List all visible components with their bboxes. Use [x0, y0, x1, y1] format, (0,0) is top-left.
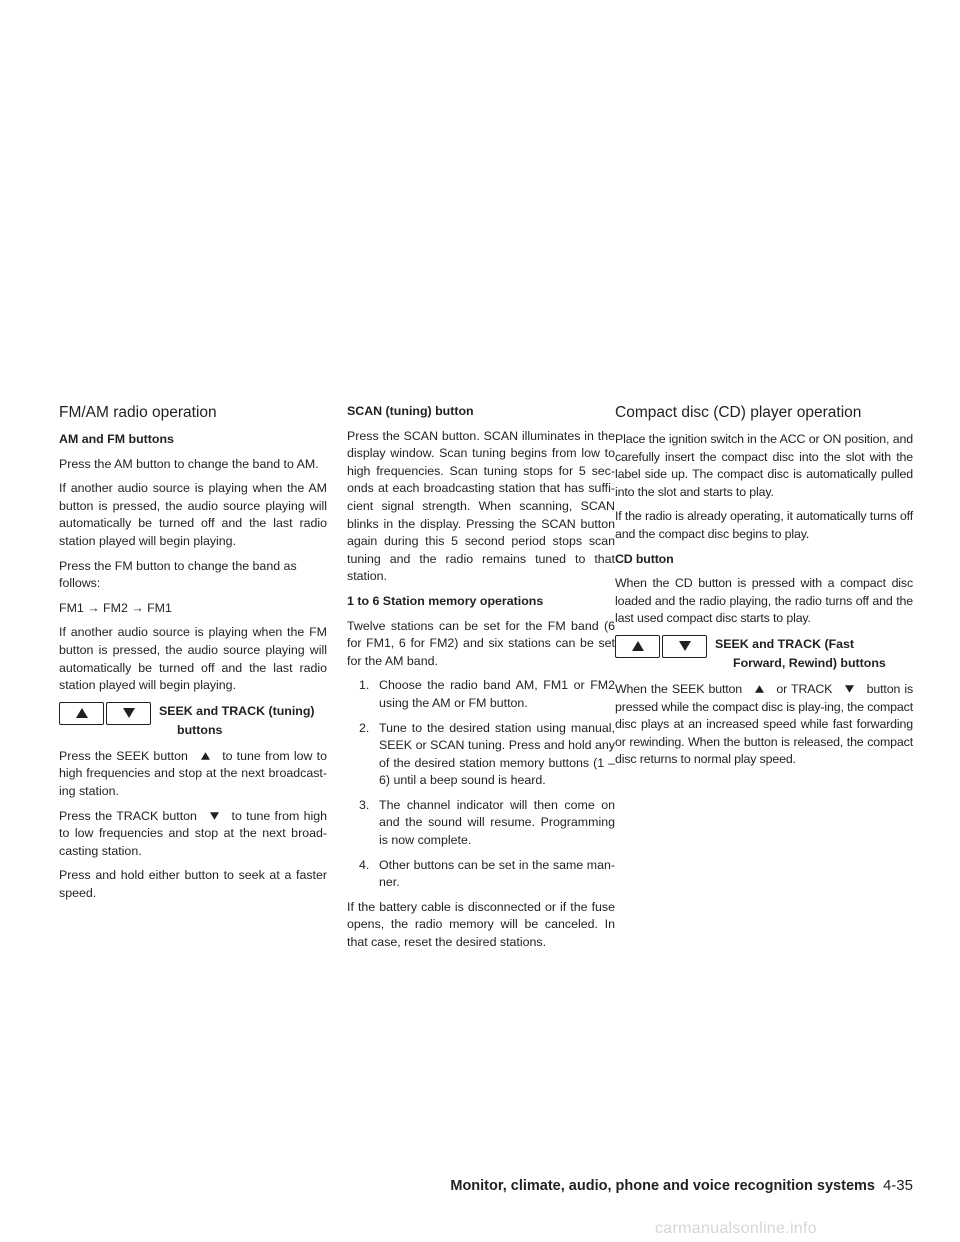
list-item: 3. The channel indicator will then come on and the sound will resume. Programming is now complete. — [359, 797, 615, 848]
section-title-fm-am: FM/AM radio operation — [59, 404, 217, 421]
paragraph: If the battery cable is disconnected or if the fuse opens, the radio memory will be canceled. In that case, reset the desired stations. — [347, 899, 615, 950]
paragraph: Press the SCAN button. SCAN illuminates in the display window. Scan tuning begins from low to high frequencies. Scan tuning stops for 5 sec-onds at each broadcasting station that has suffi-cient signal strength. When scanning, SCAN blinks in the display. Pressing the SCAN button again during this 5 second period stops scan tuning and the radio remains tuned to that station. — [347, 428, 615, 584]
paragraph: Press and hold either button to seek at a faster speed. — [59, 868, 327, 900]
paragraph: Press the AM button to change the band to AM. — [59, 456, 319, 471]
list-item: 2. Tune to the desired station using manual, SEEK or SCAN tuning. Press and hold any of the desired station memory buttons (1 – 6) until a beep sound is heard. — [359, 720, 615, 788]
paragraph: FM1 → FM2 → FM1 — [59, 600, 172, 615]
track-button-illustration — [662, 635, 707, 658]
column-2 — [347, 403, 615, 959]
heading-line-1: SEEK and TRACK (Fast — [715, 636, 855, 651]
track-down-icon — [123, 708, 135, 718]
footer-title: Monitor, climate, audio, phone and voice recognition systems — [450, 1178, 875, 1194]
seek-up-icon — [746, 681, 772, 699]
text-segment: When the SEEK button — [615, 681, 743, 696]
paragraph-track — [59, 808, 327, 861]
text-before-icon: Press the TRACK button — [59, 808, 197, 823]
subheading-station-memory: 1 to 6 Station memory operations — [347, 593, 544, 608]
paragraph-seek — [59, 748, 327, 801]
paragraph: If the radio is already operating, it automatically turns off and the compact disc begins to play. — [615, 509, 913, 541]
column-3 — [615, 403, 913, 776]
subheading-am-fm-buttons: AM and FM buttons — [59, 432, 174, 446]
column-1 — [59, 403, 327, 909]
text-after-icon: to tune from low to high frequencies and stop at the next broadcast-ing station. — [59, 748, 327, 798]
text-before-icon: Press the SEEK button — [59, 748, 188, 763]
heading-line-2: buttons — [177, 722, 223, 737]
page-footer — [450, 1177, 913, 1194]
section-title-cd-player: Compact disc (CD) player operation — [615, 404, 862, 421]
subheading-scan-button: SCAN (tuning) button — [347, 404, 474, 418]
track-down-icon — [679, 641, 691, 651]
heading-line-2: Forward, Rewind) buttons — [733, 655, 886, 670]
text-after-icon: to tune from high to low frequencies and stop at the next broad-casting station. — [59, 808, 327, 858]
seek-button-illustration — [615, 635, 660, 658]
seek-track-heading — [159, 702, 315, 740]
button-illustration — [59, 702, 153, 725]
watermark: carmanualsonline.info — [655, 1220, 817, 1237]
steps-list — [347, 677, 615, 892]
seek-button-illustration — [59, 702, 104, 725]
list-item: 1. Choose the radio band AM, FM1 or FM2 using the AM or FM button. — [359, 678, 615, 710]
paragraph: If another audio source is playing when the AM button is pressed, the audio source playing will automatically be turned off and the last radio station played will begin playing. — [59, 481, 327, 548]
track-button-illustration — [106, 702, 151, 725]
subheading-cd-button: CD button — [615, 551, 674, 566]
seek-up-icon — [76, 708, 88, 718]
page-number: 4-35 — [882, 1177, 913, 1194]
seek-track-heading — [715, 635, 886, 673]
track-down-icon — [201, 808, 227, 826]
seek-track-buttons-row — [615, 635, 913, 673]
track-down-icon — [836, 681, 862, 699]
paragraph: Press the FM button to change the band as follows: — [59, 558, 297, 591]
list-item: 4. Other buttons can be set in the same man-ner. — [359, 857, 615, 890]
seek-up-icon — [632, 641, 644, 651]
button-illustration — [615, 635, 709, 658]
paragraph: When the CD button is pressed with a compact disc loaded and the radio playing, the radio turns off and the last used compact disc starts to play. — [615, 576, 913, 626]
text-segment: button is pressed while the compact disc is play-ing, the compact disc plays at an increased speed while fast forwarding or rewinding. When the button is released, the compact disc returns to normal play speed. — [615, 681, 914, 767]
paragraph: If another audio source is playing when the FM button is pressed, the audio source playing will automatically be turned off and the last radio station played will begin playing. — [59, 625, 327, 693]
paragraph: Place the ignition switch in the ACC or ON position, and carefully insert the compact disc into the slot with the label side up. The compact disc is automatically pulled into the slot and starts to play. — [615, 432, 913, 499]
heading-line-1: SEEK and TRACK (tuning) — [159, 703, 315, 718]
text-segment: or TRACK — [776, 681, 833, 696]
paragraph: Twelve stations can be set for the FM band (6 for FM1, 6 for FM2) and six stations can be set for the AM band. — [347, 618, 615, 668]
seek-up-icon — [192, 748, 218, 766]
seek-track-buttons-row — [59, 702, 327, 740]
paragraph-seek-track — [615, 681, 913, 769]
